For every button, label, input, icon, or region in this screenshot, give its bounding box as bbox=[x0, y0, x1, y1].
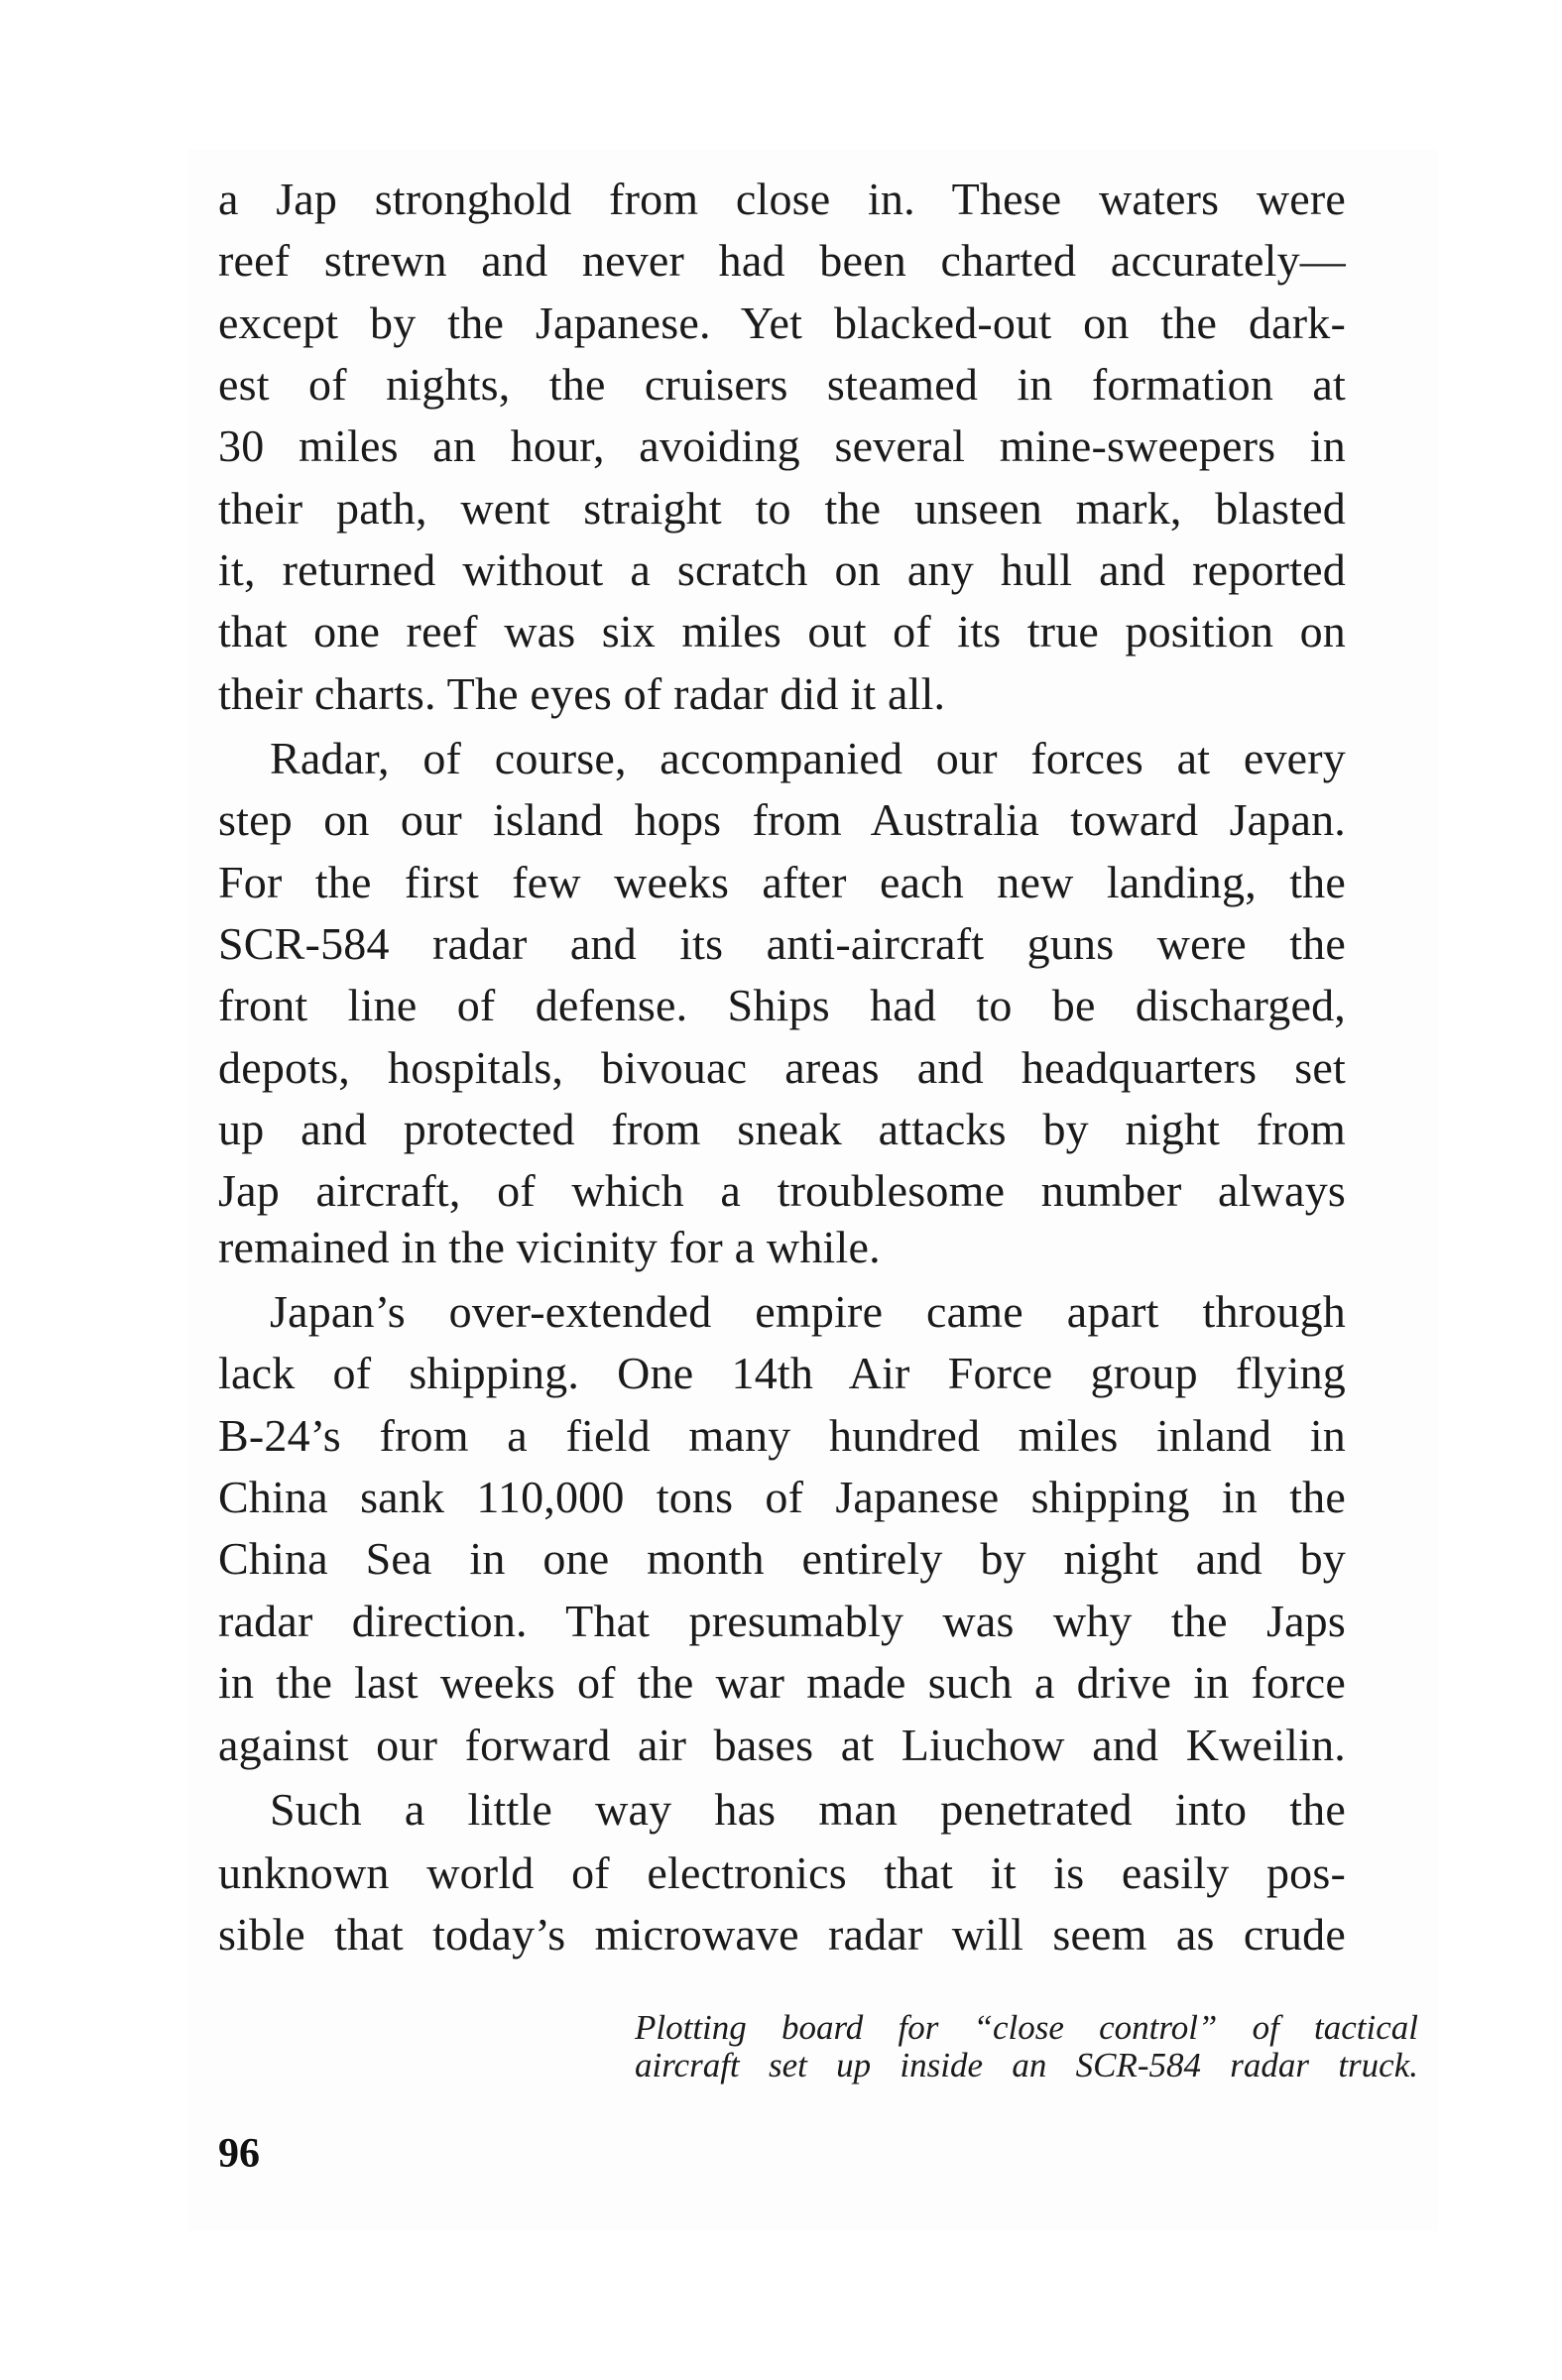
text-line: except by the Japanese. Yet blacked-out on the dark- bbox=[218, 298, 1346, 348]
text-line: unknown world of electronics that it is easily pos- bbox=[218, 1847, 1346, 1898]
caption-line: aircraft set up inside an SCR-584 radar truck. bbox=[635, 2046, 1418, 2084]
text-line: reef strewn and never had been charted accurately— bbox=[218, 235, 1346, 286]
text-line: sible that today’s microwave radar will seem as crude bbox=[218, 1909, 1346, 1960]
text-line: against our forward air bases at Liuchow and Kweilin. bbox=[218, 1720, 1346, 1770]
text-line: Such a little way has man penetrated into the bbox=[270, 1784, 1346, 1835]
text-line: Jap aircraft, of which a troublesome number always bbox=[218, 1165, 1346, 1216]
text-line: SCR-584 radar and its anti-aircraft guns were the bbox=[218, 918, 1346, 969]
caption-line: Plotting board for “close control” of tactical bbox=[635, 2008, 1418, 2047]
page-number: 96 bbox=[218, 2131, 260, 2177]
text-line: it, returned without a scratch on any hull and reported bbox=[218, 544, 1346, 595]
text-line: est of nights, the cruisers steamed in formation at bbox=[218, 359, 1346, 410]
text-line: remained in the vicinity for a while. bbox=[218, 1222, 881, 1272]
text-line: 30 miles an hour, avoiding several mine-sweepers in bbox=[218, 420, 1346, 471]
text-line: their path, went straight to the unseen mark, blasted bbox=[218, 483, 1346, 534]
text-line: For the first few weeks after each new landing, the bbox=[218, 857, 1346, 907]
text-line: up and protected from sneak attacks by night from bbox=[218, 1104, 1346, 1154]
text-line: in the last weeks of the war made such a drive in force bbox=[218, 1657, 1346, 1708]
text-line: Japan’s over-extended empire came apart through bbox=[270, 1286, 1346, 1337]
text-line: China Sea in one month entirely by night and by bbox=[218, 1533, 1346, 1584]
text-line: front line of defense. Ships had to be discharged, bbox=[218, 980, 1346, 1030]
text-line: China sank 110,000 tons of Japanese shipping in the bbox=[218, 1472, 1346, 1522]
text-line: depots, hospitals, bivouac areas and headquarters set bbox=[218, 1042, 1346, 1093]
text-line: a Jap stronghold from close in. These waters were bbox=[218, 174, 1346, 224]
text-line: Radar, of course, accompanied our forces at every bbox=[270, 733, 1346, 783]
text-line: lack of shipping. One 14th Air Force group flying bbox=[218, 1348, 1346, 1398]
text-line: B-24’s from a field many hundred miles inland in bbox=[218, 1410, 1346, 1461]
text-line: that one reef was six miles out of its true position on bbox=[218, 606, 1346, 656]
text-line: their charts. The eyes of radar did it all. bbox=[218, 668, 946, 719]
text-line: step on our island hops from Australia toward Japan. bbox=[218, 794, 1346, 845]
text-line: radar direction. That presumably was why the Japs bbox=[218, 1596, 1346, 1646]
